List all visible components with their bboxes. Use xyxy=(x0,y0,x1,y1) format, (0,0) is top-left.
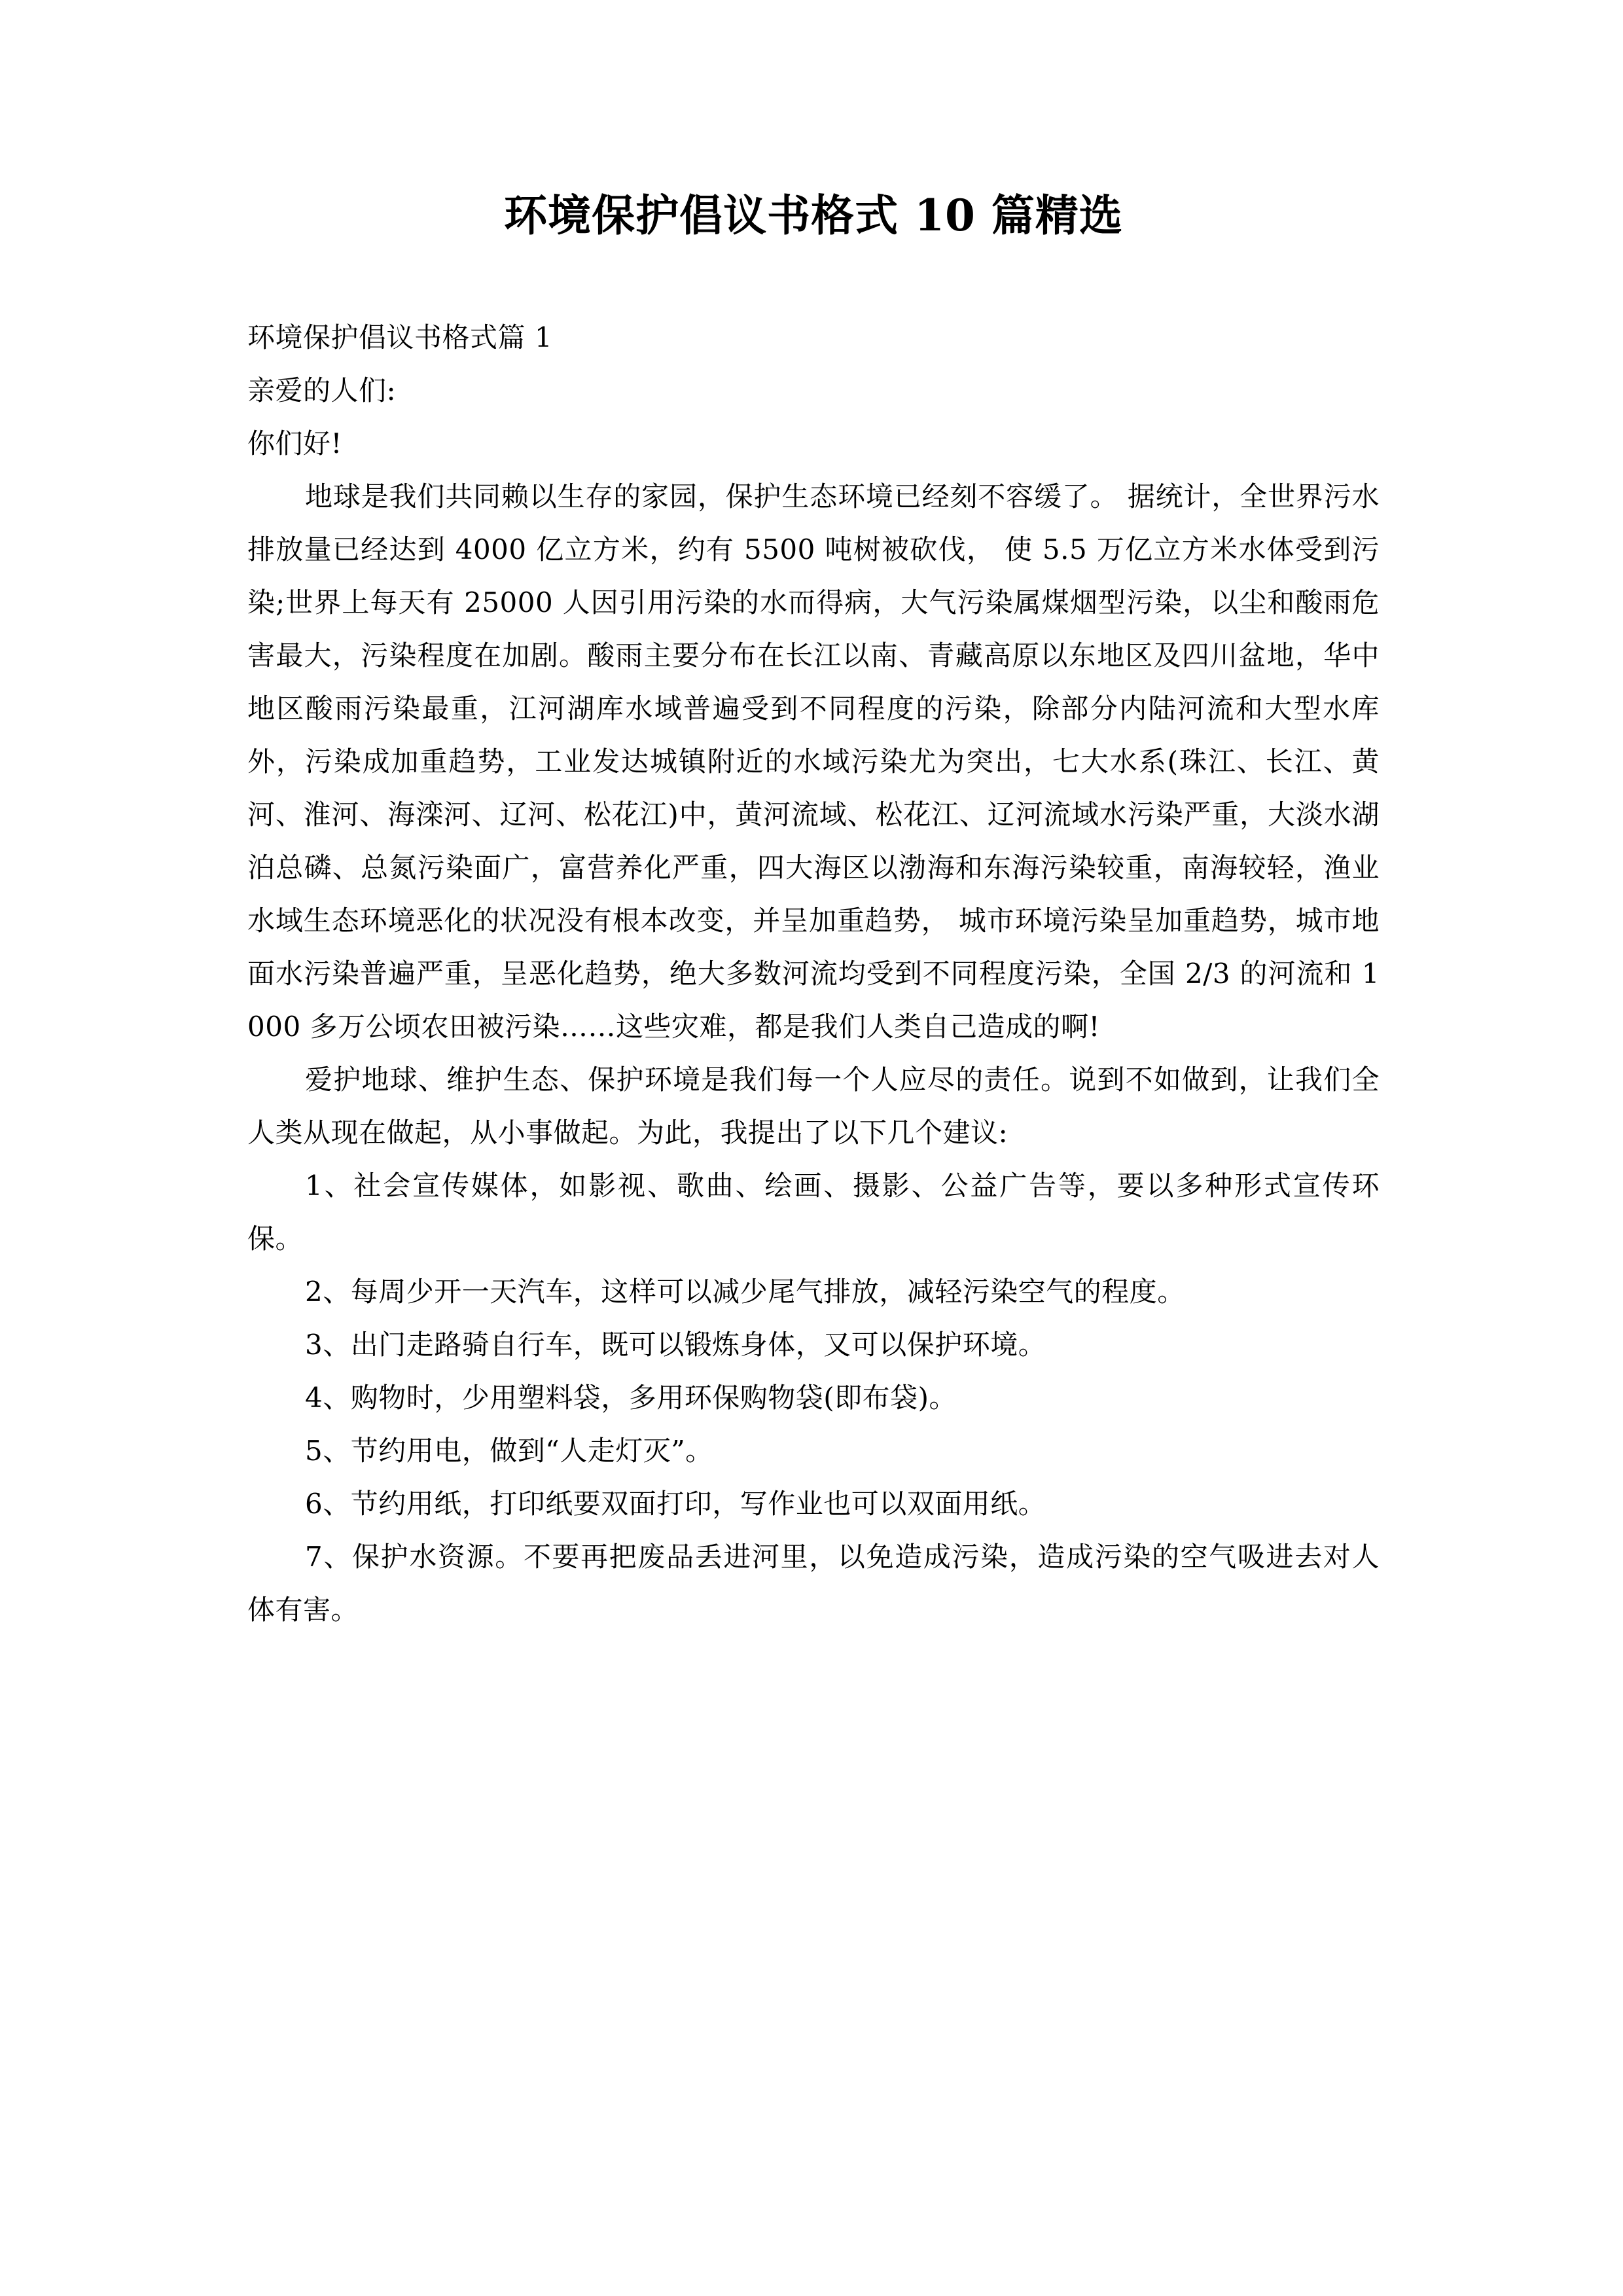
title-body-gap xyxy=(247,243,1380,311)
section-heading: 环境保护倡议书格式篇 1 xyxy=(247,321,553,353)
suggestion-item-6: 6、节约用纸，打印纸要双面打印，写作业也可以双面用纸。 xyxy=(305,1487,1046,1520)
greeting: 你们好! xyxy=(247,427,342,459)
document-content xyxy=(247,0,1380,1636)
body-paragraph-1: 地球是我们共同赖以生存的家园，保护生态环境已经刻不容缓了。 据统计，全世界污水排放量已经达到 4000 亿立方米，约有 5500 吨树被砍伐， 使 5.5 万亿立方米水体受到污染;世界上每天有 25000 人因引用污染的水而得病，大气污染属煤烟型污染，以尘和酸雨危害最大，污染程度在加剧。酸雨主要分布在长江以南、青藏高原以东地区及四川盆地，华中地区酸雨污染最重，江河湖库水域普遍受到不同程度的污染，除部分内陆河流和大型水库外，污染成加重趋势，工业发达城镇附近的水域污染尤为突出，七大水系(珠江、长江、黄河、淮河、海滦河、辽河、松花江)中，黄河流域、松花江、辽河流域水污染严重，大淡水湖泊总磷、总氮污染面广，富营养化严重，四大海区以渤海和东海污染较重，南海较轻，渔业水域生态环境恶化的状况没有根本改变，并呈加重趋势， 城市环境污染呈加重趋势，城市地面水污染普遍严重，呈恶化趋势，绝大多数河流均受到不同程度污染，全国 2/3 的河流和 1000 多万公顷农田被污染……这些灾难，都是我们人类自己造成的啊! xyxy=(247,480,1380,1043)
page-title: 环境保护倡议书格式 10 篇精选 xyxy=(504,190,1123,241)
letter-heading-group xyxy=(247,311,1380,470)
salutation: 亲爱的人们: xyxy=(247,374,397,406)
suggestion-item-3: 3、出门走路骑自行车，既可以锻炼身体，又可以保护环境。 xyxy=(305,1328,1046,1361)
suggestion-item-5: 5、节约用电，做到“人走灯灭”。 xyxy=(305,1434,713,1467)
suggestion-item-7: 7、保护水资源。不要再把废品丢进河里，以免造成污染，造成污染的空气吸进去对人体有害。 xyxy=(247,1540,1380,1626)
body-paragraph-2: 爱护地球、维护生态、保护环境是我们每一个人应尽的责任。说到不如做到，让我们全人类从现在做起，从小事做起。为此，我提出了以下几个建议: xyxy=(247,1063,1380,1149)
suggestion-item-4: 4、购物时，少用塑料袋，多用环保购物袋(即布袋)。 xyxy=(305,1381,957,1414)
suggestion-item-1: 1、社会宣传媒体，如影视、歌曲、绘画、摄影、公益广告等，要以多种形式宣传环保。 xyxy=(247,1169,1380,1255)
suggestion-item-2: 2、每周少开一天汽车，这样可以减少尾气排放，减轻污染空气的程度。 xyxy=(305,1275,1185,1308)
